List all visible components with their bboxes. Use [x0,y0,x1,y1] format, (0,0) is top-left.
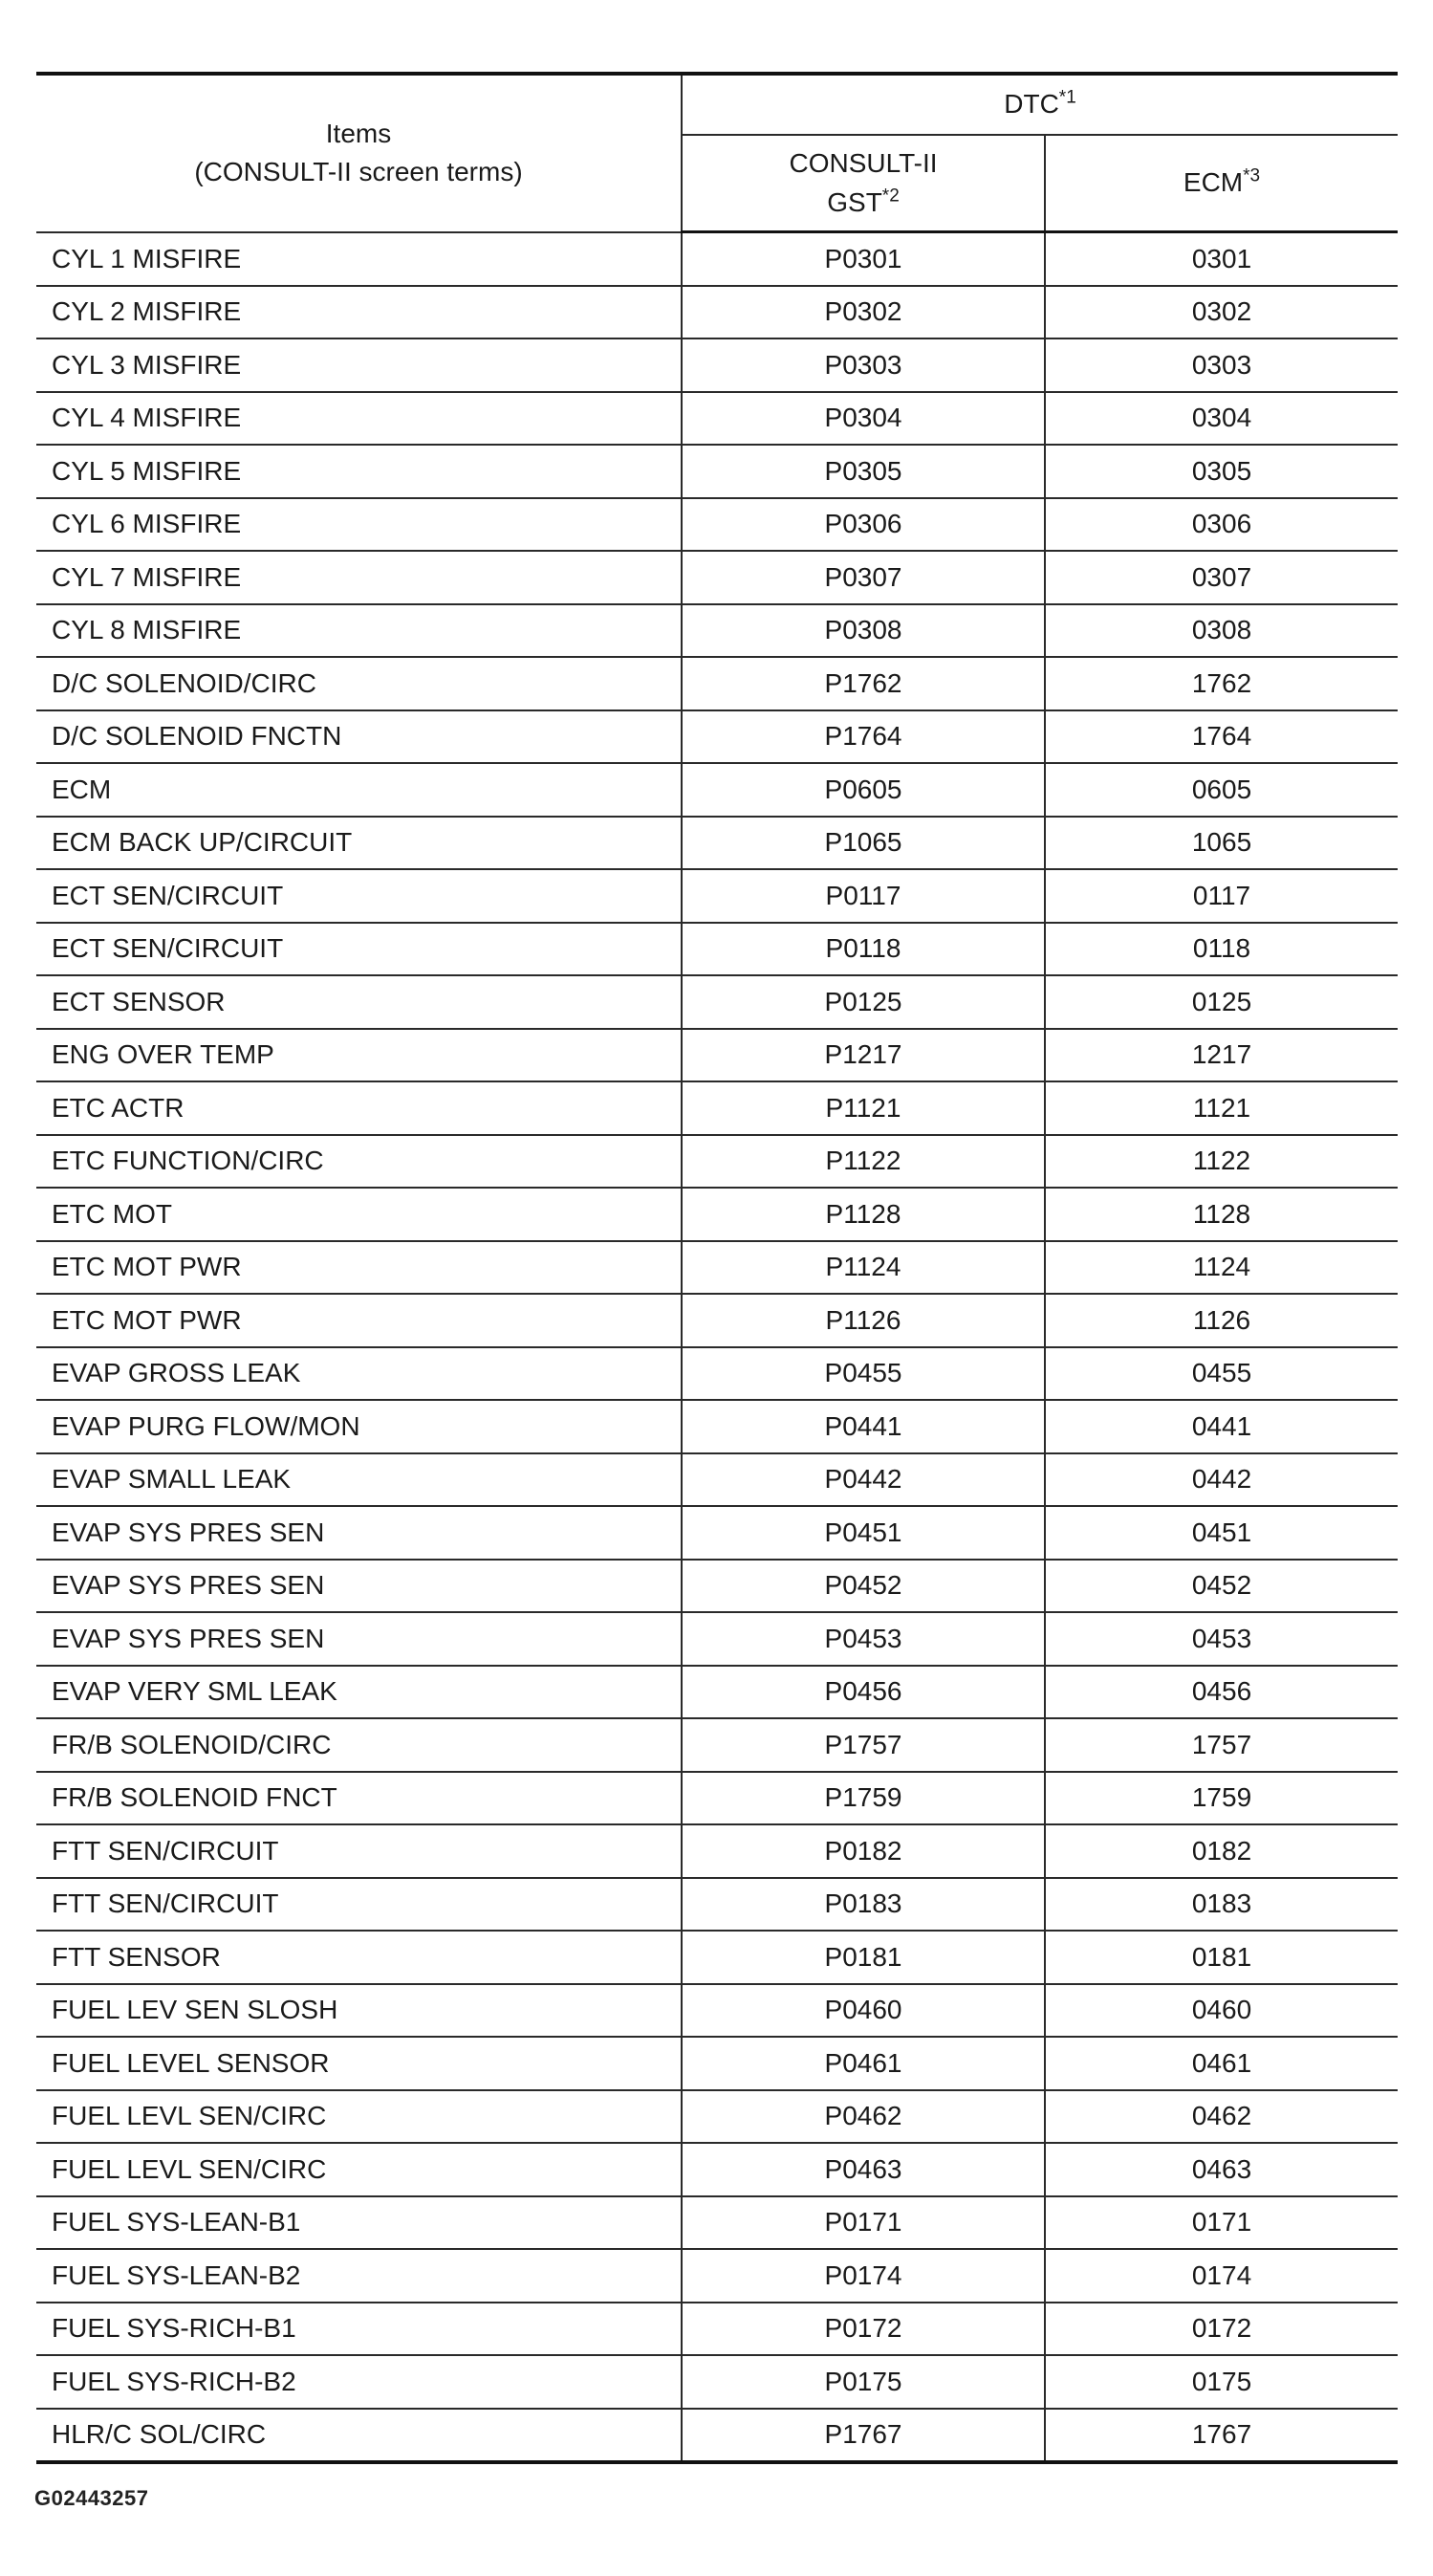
table-row [36,1241,1398,1295]
table-row [36,1878,1398,1932]
table-row [36,338,1398,392]
table-row [36,1188,1398,1241]
consult-code-cell: P1217 [682,1029,1045,1082]
consult-code-cell: P0125 [682,975,1045,1029]
item-cell: ETC FUNCTION/CIRC [36,1135,682,1189]
table-row [36,2409,1398,2463]
item-cell: CYL 4 MISFIRE [36,392,682,446]
dtc-group-header [682,74,1398,135]
consult-code-cell: P0451 [682,1506,1045,1560]
ecm-code-cell: 0174 [1045,2249,1398,2303]
consult-code-cell: P0307 [682,551,1045,604]
table-row [36,1612,1398,1666]
consult-code-cell: P1126 [682,1294,1045,1347]
ecm-code-cell: 1124 [1045,1241,1398,1295]
table-header [36,74,1398,232]
consult-code-cell: P0172 [682,2303,1045,2356]
ecm-code-cell: 0441 [1045,1400,1398,1453]
consult-code-cell: P1767 [682,2409,1045,2463]
consult-code-cell: P1121 [682,1081,1045,1135]
table-row [36,2143,1398,2196]
ecm-code-cell: 0118 [1045,923,1398,976]
item-cell: CYL 2 MISFIRE [36,286,682,339]
items-header-line2: (CONSULT-II screen terms) [194,157,523,187]
ecm-code-cell: 0451 [1045,1506,1398,1560]
consult-code-cell: P0182 [682,1824,1045,1878]
ecm-code-cell: 0182 [1045,1824,1398,1878]
item-cell: CYL 7 MISFIRE [36,551,682,604]
table-row [36,869,1398,923]
table-row [36,1718,1398,1772]
ecm-code-cell: 0172 [1045,2303,1398,2356]
consult-column-header [682,135,1045,232]
table-row [36,923,1398,976]
figure-reference-code: G02443257 [34,2486,149,2510]
consult-code-cell: P1124 [682,1241,1045,1295]
consult-code-cell: P0461 [682,2037,1045,2090]
item-cell: FTT SEN/CIRCUIT [36,1878,682,1932]
table-row [36,1400,1398,1453]
consult-code-cell: P1757 [682,1718,1045,1772]
item-cell: CYL 5 MISFIRE [36,445,682,498]
ecm-code-cell: 1764 [1045,710,1398,764]
item-cell: ECT SENSOR [36,975,682,1029]
item-cell: ECT SEN/CIRCUIT [36,923,682,976]
consult-code-cell: P1762 [682,657,1045,710]
item-cell: ETC MOT [36,1188,682,1241]
consult-code-cell: P0181 [682,1931,1045,1984]
consult-footnote-mark: *2 [881,186,900,207]
ecm-code-cell: 1762 [1045,657,1398,710]
table-row [36,1347,1398,1401]
table-row [36,1294,1398,1347]
item-cell: FUEL SYS-RICH-B2 [36,2355,682,2409]
table-row [36,1666,1398,1719]
ecm-code-cell: 0442 [1045,1453,1398,1507]
item-cell: ENG OVER TEMP [36,1029,682,1082]
ecm-code-cell: 1121 [1045,1081,1398,1135]
consult-code-cell: P0453 [682,1612,1045,1666]
ecm-code-cell: 0183 [1045,1878,1398,1932]
ecm-code-cell: 1757 [1045,1718,1398,1772]
item-cell: FTT SEN/CIRCUIT [36,1824,682,1878]
ecm-footnote-mark: *3 [1243,165,1261,186]
consult-code-cell: P1122 [682,1135,1045,1189]
item-cell: D/C SOLENOID/CIRC [36,657,682,710]
item-cell: ECM BACK UP/CIRCUIT [36,817,682,870]
table-row [36,1984,1398,2038]
consult-code-cell: P1764 [682,710,1045,764]
table-row [36,2090,1398,2144]
item-cell: ETC ACTR [36,1081,682,1135]
ecm-code-cell: 1065 [1045,817,1398,870]
item-cell: EVAP SYS PRES SEN [36,1506,682,1560]
consult-header-line1: CONSULT-II [789,147,938,178]
consult-code-cell: P0117 [682,869,1045,923]
ecm-code-cell: 0463 [1045,2143,1398,2196]
table-row [36,1029,1398,1082]
table-row [36,1081,1398,1135]
consult-code-cell: P0302 [682,286,1045,339]
table-row [36,817,1398,870]
dtc-footnote-mark: *1 [1058,87,1076,108]
consult-code-cell: P0174 [682,2249,1045,2303]
table-body [36,232,1398,2463]
table-row [36,657,1398,710]
dtc-header-label: DTC [1004,89,1059,120]
table-row [36,445,1398,498]
table-row [36,2249,1398,2303]
item-cell: FUEL SYS-RICH-B1 [36,2303,682,2356]
ecm-code-cell: 1767 [1045,2409,1398,2463]
table-row [36,763,1398,817]
item-cell: ETC MOT PWR [36,1241,682,1295]
table-row [36,232,1398,286]
item-cell: FR/B SOLENOID FNCT [36,1772,682,1825]
table-row [36,604,1398,658]
item-cell: CYL 3 MISFIRE [36,338,682,392]
consult-code-cell: P0455 [682,1347,1045,1401]
consult-code-cell: P0171 [682,2196,1045,2250]
ecm-code-cell: 0308 [1045,604,1398,658]
consult-code-cell: P0452 [682,1560,1045,1613]
item-cell: FR/B SOLENOID/CIRC [36,1718,682,1772]
item-cell: HLR/C SOL/CIRC [36,2409,682,2463]
items-column-header [36,74,682,232]
table-row [36,975,1398,1029]
consult-header-line2: GST [827,186,882,217]
item-cell: FUEL LEVL SEN/CIRC [36,2090,682,2144]
table-row [36,551,1398,604]
item-cell: ECT SEN/CIRCUIT [36,869,682,923]
item-cell: EVAP SYS PRES SEN [36,1612,682,1666]
table-row [36,392,1398,446]
consult-code-cell: P1759 [682,1772,1045,1825]
ecm-code-cell: 0117 [1045,869,1398,923]
consult-code-cell: P0303 [682,338,1045,392]
ecm-code-cell: 0304 [1045,392,1398,446]
table-row [36,2037,1398,2090]
ecm-code-cell: 0301 [1045,232,1398,286]
ecm-code-cell: 1128 [1045,1188,1398,1241]
ecm-code-cell: 0605 [1045,763,1398,817]
item-cell: CYL 1 MISFIRE [36,232,682,286]
table-row [36,1135,1398,1189]
consult-code-cell: P0306 [682,498,1045,552]
consult-code-cell: P0183 [682,1878,1045,1932]
table-row [36,2355,1398,2409]
item-cell: FUEL SYS-LEAN-B1 [36,2196,682,2250]
ecm-column-header [1045,135,1398,232]
ecm-code-cell: 1759 [1045,1772,1398,1825]
ecm-code-cell: 0462 [1045,2090,1398,2144]
ecm-code-cell: 0175 [1045,2355,1398,2409]
consult-code-cell: P0605 [682,763,1045,817]
items-header-line1: Items [325,118,392,148]
item-cell: EVAP GROSS LEAK [36,1347,682,1401]
ecm-code-cell: 0303 [1045,338,1398,392]
ecm-code-cell: 0302 [1045,286,1398,339]
table-row [36,2303,1398,2356]
item-cell: EVAP SMALL LEAK [36,1453,682,1507]
table-row [36,1560,1398,1613]
consult-code-cell: P0456 [682,1666,1045,1719]
ecm-code-cell: 0456 [1045,1666,1398,1719]
ecm-code-cell: 0181 [1045,1931,1398,1984]
ecm-header-label: ECM [1183,167,1244,198]
item-cell: D/C SOLENOID FNCTN [36,710,682,764]
ecm-code-cell: 0306 [1045,498,1398,552]
ecm-code-cell: 0452 [1045,1560,1398,1613]
table-row [36,710,1398,764]
item-cell: FUEL SYS-LEAN-B2 [36,2249,682,2303]
item-cell: EVAP VERY SML LEAK [36,1666,682,1719]
item-cell: CYL 8 MISFIRE [36,604,682,658]
consult-code-cell: P0442 [682,1453,1045,1507]
ecm-code-cell: 0171 [1045,2196,1398,2250]
item-cell: ETC MOT PWR [36,1294,682,1347]
dtc-table [36,72,1398,2464]
ecm-code-cell: 0125 [1045,975,1398,1029]
consult-code-cell: P0305 [682,445,1045,498]
item-cell: FTT SENSOR [36,1931,682,1984]
consult-code-cell: P1065 [682,817,1045,870]
table-row [36,1931,1398,1984]
consult-code-cell: P0441 [682,1400,1045,1453]
table-row [36,498,1398,552]
ecm-code-cell: 0455 [1045,1347,1398,1401]
ecm-code-cell: 1217 [1045,1029,1398,1082]
item-cell: EVAP PURG FLOW/MON [36,1400,682,1453]
ecm-code-cell: 0307 [1045,551,1398,604]
item-cell: FUEL LEV SEN SLOSH [36,1984,682,2038]
consult-code-cell: P0304 [682,392,1045,446]
consult-code-cell: P0463 [682,2143,1045,2196]
consult-code-cell: P0308 [682,604,1045,658]
item-cell: FUEL LEVEL SENSOR [36,2037,682,2090]
item-cell: ECM [36,763,682,817]
consult-code-cell: P0460 [682,1984,1045,2038]
item-cell: CYL 6 MISFIRE [36,498,682,552]
consult-code-cell: P0301 [682,232,1045,286]
table-row [36,286,1398,339]
table-row [36,1824,1398,1878]
table-row [36,1506,1398,1560]
ecm-code-cell: 0460 [1045,1984,1398,2038]
consult-code-cell: P1128 [682,1188,1045,1241]
table-row [36,1453,1398,1507]
ecm-code-cell: 1122 [1045,1135,1398,1189]
consult-code-cell: P0462 [682,2090,1045,2144]
ecm-code-cell: 0305 [1045,445,1398,498]
table-row [36,2196,1398,2250]
item-cell: EVAP SYS PRES SEN [36,1560,682,1613]
ecm-code-cell: 0453 [1045,1612,1398,1666]
consult-code-cell: P0175 [682,2355,1045,2409]
ecm-code-cell: 1126 [1045,1294,1398,1347]
consult-code-cell: P0118 [682,923,1045,976]
ecm-code-cell: 0461 [1045,2037,1398,2090]
item-cell: FUEL LEVL SEN/CIRC [36,2143,682,2196]
table-row [36,1772,1398,1825]
